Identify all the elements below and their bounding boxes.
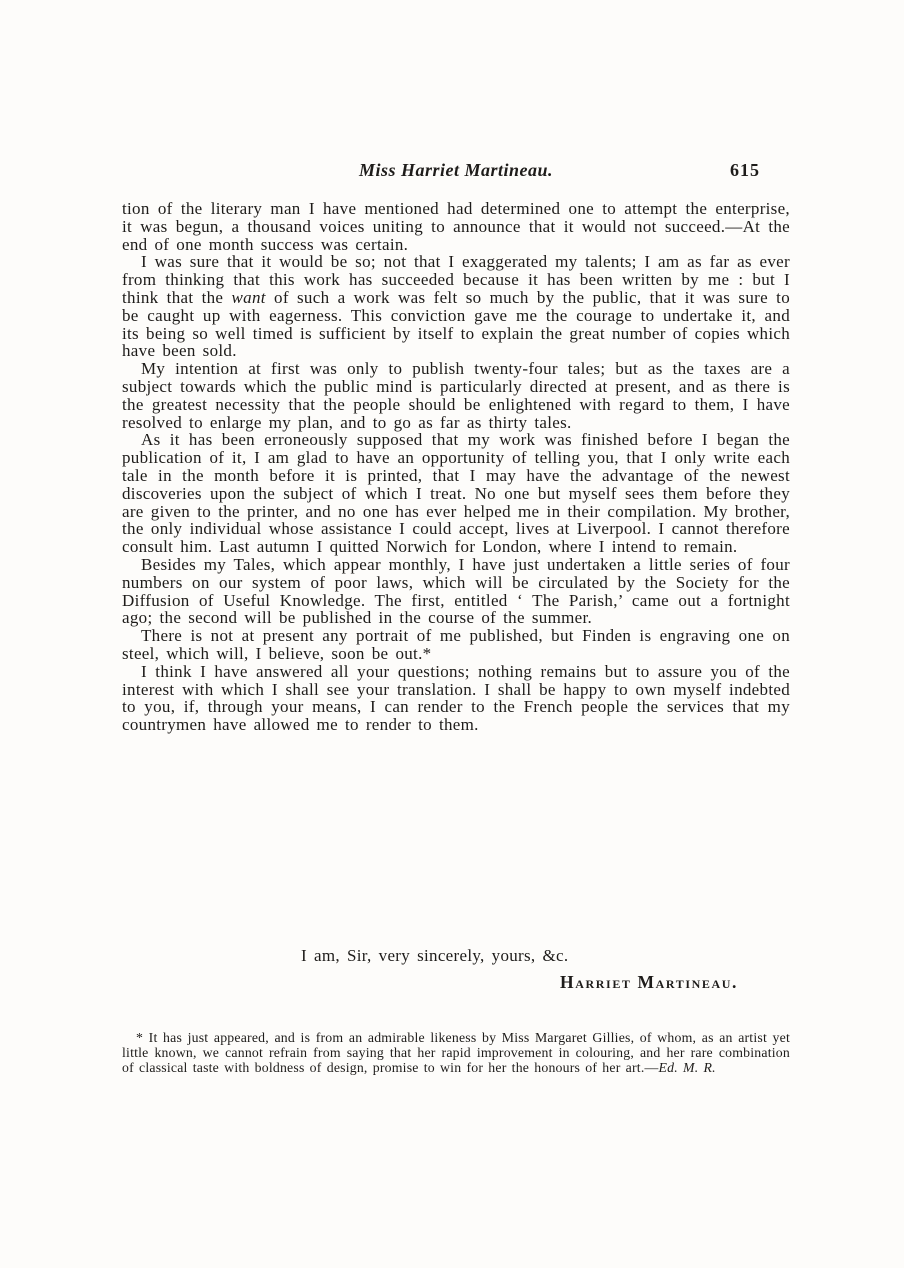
text-segment: Besides my Tales, which appear monthly, I have just undertaken a little series of four numbers on our system of poor laws, which will be circulated by the Society for the Diffusion of Useful Knowledge. The first, entitled ‘ The Parish,’ came out a fortnight ago; the second will be published in the course of the summer. <box>122 554 790 628</box>
text-segment: of such a work was felt so much by the public, that it was sure to be caught up with eagerness. This conviction gave me the courage to undertake it, and its being so well timed is sufficient by itself to explain the great number of copies which have been sold. <box>122 287 791 361</box>
text-segment: Ed. M. R. <box>658 1060 716 1076</box>
body-paragraph-2 <box>122 253 790 360</box>
page-title: Miss Harriet Martineau. <box>358 160 554 180</box>
body-paragraph-5 <box>122 556 790 627</box>
footnote-text <box>122 1030 790 1076</box>
body-paragraph-6 <box>122 627 790 663</box>
footnote <box>122 1030 790 1076</box>
body-paragraph-7 <box>122 663 790 734</box>
letter-signature: Harriet Martineau. <box>560 972 738 992</box>
running-head <box>122 160 790 186</box>
text-column <box>122 160 790 1076</box>
text-segment: * It has just appeared, and is from an admirable likeness by Miss Margaret Gillies, of whom, as an artist yet little known, we cannot refrain from saying that her rapid improvement in colouring, and her rare combination of classical taste with boldness of design, promise to win for her the honours of her art.— <box>122 1030 790 1076</box>
text-segment: tion of the literary man I have mentioned had determined one to attempt the enterprise, it was begun, a thousand voices uniting to announce that it would not succeed.—At the end of one month success was certain. <box>122 199 790 254</box>
text-segment: There is not at present any portrait of me published, but Finden is engraving one on steel, which will, I believe, soon be out.* <box>122 626 790 663</box>
body-paragraph-3 <box>122 360 790 431</box>
text-segment: I was sure that it would be so; not that I exaggerated my talents; I am as far as ever from thinking that this work has succeeded because it has been written by me : but I think that the <box>122 252 790 307</box>
text-segment: I think I have answered all your questions; nothing remains but to assure you of the interest with which I shall see your translation. I shall be happy to own myself indebted to you, if, through your means, I can render to the French people the services that my countrymen have allowed me to render to them. <box>122 661 790 735</box>
text-segment: As it has been erroneously supposed that my work was finished before I began the publication of it, I am glad to have an opportunity of telling you, that I only write each tale in the month before it is printed, that I may have the advantage of the newest discoveries upon the subject of which I treat. No one but myself sees them before they are given to the printer, and no one has ever helped me in their compilation. My brother, the only individual whose assistance I could accept, lives at Liverpool. I cannot therefore consult him. Last autumn I quitted Norwich for London, where I intend to remain. <box>122 430 790 557</box>
body-paragraph-4 <box>122 431 790 556</box>
text-segment: My intention at first was only to publish twenty-four tales; but as the taxes are a subject towards which the public mind is particularly directed at present, and as there is the greatest necessity that the people should be enlightened with regard to them, I have resolved to enlarge my plan, and to go as far as thirty tales. <box>122 359 790 432</box>
letter-body <box>122 200 790 942</box>
text-segment: want <box>231 287 266 307</box>
page-number: 615 <box>730 160 760 180</box>
body-paragraph-1 <box>122 200 790 253</box>
letter-closing: I am, Sir, very sincerely, yours, &c. <box>301 946 569 965</box>
